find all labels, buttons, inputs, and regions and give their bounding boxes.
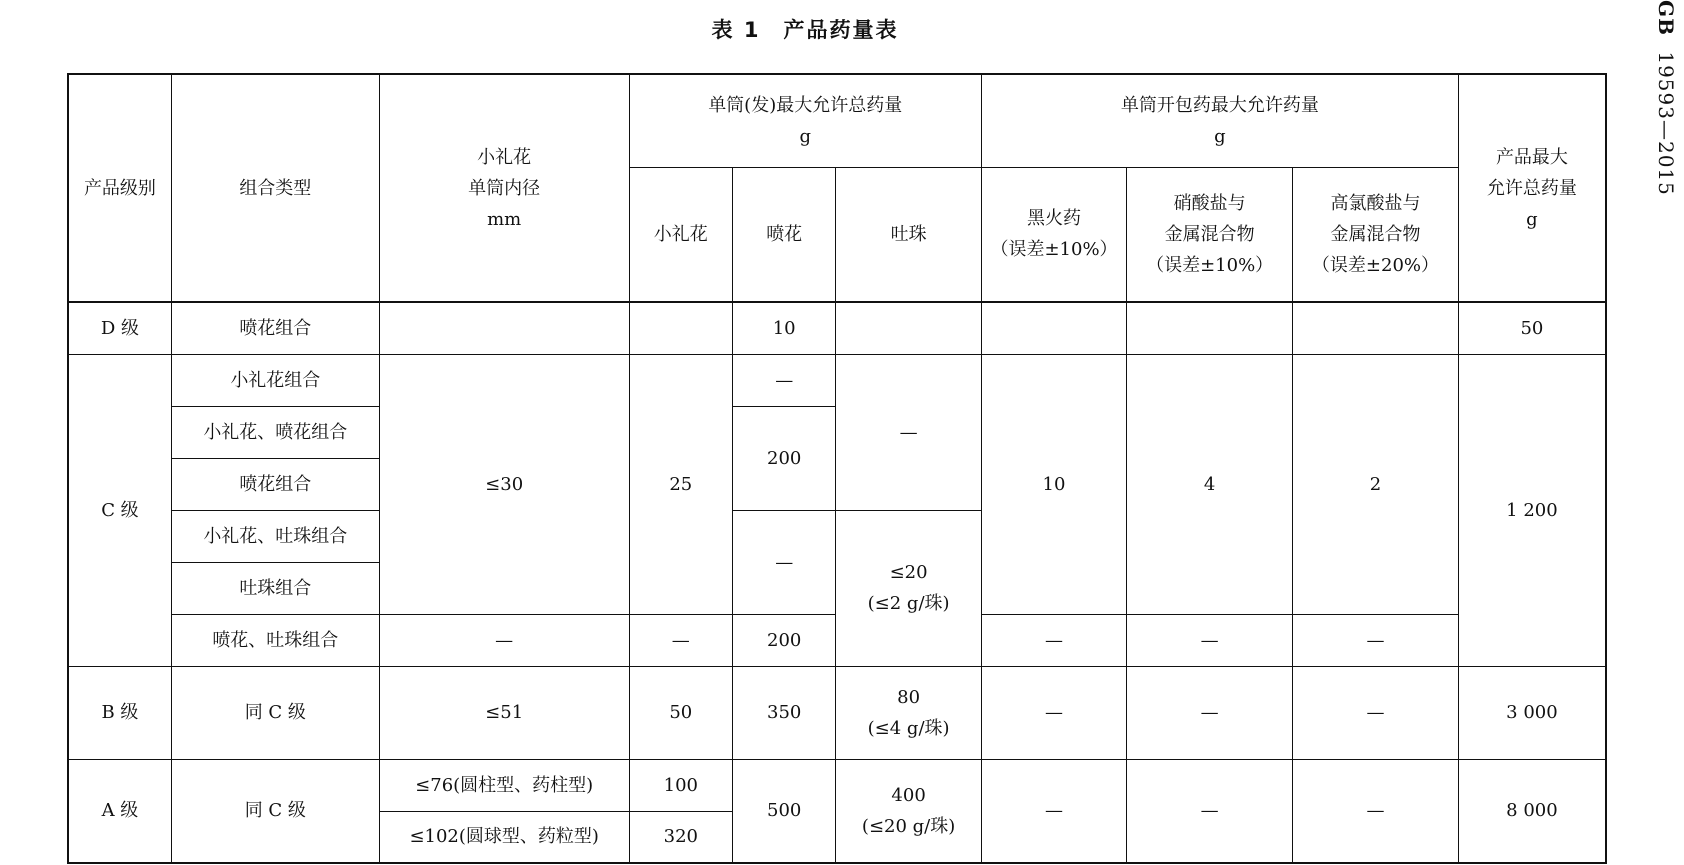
table-title: 表 1 产品药量表 (711, 18, 899, 42)
diameter-cell: ≤30 (379, 354, 629, 614)
xiaolihua-cell: 50 (629, 666, 732, 759)
black-powder-cell: 10 (981, 354, 1126, 614)
type-cell: 喷花组合 (171, 458, 379, 510)
table-row (68, 759, 1606, 811)
penhua-cell: 200 (733, 614, 836, 666)
table-row (68, 354, 1606, 406)
charge-table (67, 73, 1607, 864)
nitrate-cell: 4 (1127, 354, 1293, 614)
empty-cell (1293, 302, 1459, 354)
perchlorate-cell: — (1293, 759, 1459, 863)
standard-number (1648, 0, 1684, 200)
tuzhu-cell: ≤20 (≤2 g/珠) (836, 510, 981, 666)
tuzhu-cell: 80 (≤4 g/珠) (836, 666, 981, 759)
grade-cell: C 级 (68, 354, 171, 666)
penhua-cell: — (733, 354, 836, 406)
type-cell: 喷花组合 (171, 302, 379, 354)
grade-cell: B 级 (68, 666, 171, 759)
nitrate-cell: — (1127, 614, 1293, 666)
penhua-cell: 350 (733, 666, 836, 759)
total-cell: 3 000 (1458, 666, 1606, 759)
type-cell: 小礼花、吐珠组合 (171, 510, 379, 562)
black-powder-cell: — (981, 614, 1126, 666)
penhua-cell: 10 (733, 302, 836, 354)
diameter-cell: ≤76(圆柱型、药柱型) (379, 759, 629, 811)
standard-code: GB (1654, 0, 1678, 36)
total-cell: 50 (1458, 302, 1606, 354)
diameter-cell: ≤51 (379, 666, 629, 759)
header-combo-type: 组合类型 (171, 74, 379, 302)
header-sub-tuzhu: 吐珠 (836, 167, 981, 302)
type-cell: 同 C 级 (171, 759, 379, 863)
penhua-cell: — (733, 510, 836, 614)
header-sub-xiaolihua: 小礼花 (629, 167, 732, 302)
header-burst-charge-max: 单筒开包药最大允许药量 g (981, 74, 1458, 167)
diameter-cell: — (379, 614, 629, 666)
penhua-cell: 500 (733, 759, 836, 863)
empty-cell (379, 302, 629, 354)
type-cell: 吐珠组合 (171, 562, 379, 614)
xiaolihua-cell: 25 (629, 354, 732, 614)
xiaolihua-cell: 320 (629, 811, 732, 863)
empty-cell (629, 302, 732, 354)
black-powder-cell: — (981, 666, 1126, 759)
empty-cell (836, 302, 981, 354)
penhua-cell: 200 (733, 406, 836, 510)
grade-cell: D 级 (68, 302, 171, 354)
empty-cell (981, 302, 1126, 354)
nitrate-cell: — (1127, 759, 1293, 863)
empty-cell (1127, 302, 1293, 354)
xiaolihua-cell: 100 (629, 759, 732, 811)
nitrate-cell: — (1127, 666, 1293, 759)
perchlorate-cell: — (1293, 614, 1459, 666)
type-cell: 小礼花组合 (171, 354, 379, 406)
table-row (68, 302, 1606, 354)
type-cell: 喷花、吐珠组合 (171, 614, 379, 666)
total-cell: 1 200 (1458, 354, 1606, 666)
header-product-max: 产品最大 允许总药量 g (1458, 74, 1606, 302)
standard-year: 19593—2015 (1654, 51, 1678, 196)
header-grade: 产品级别 (68, 74, 171, 302)
type-cell: 同 C 级 (171, 666, 379, 759)
perchlorate-cell: — (1293, 666, 1459, 759)
diameter-cell: ≤102(圆球型、药粒型) (379, 811, 629, 863)
black-powder-cell: — (981, 759, 1126, 863)
header-sub-penhua: 喷花 (733, 167, 836, 302)
tuzhu-cell: — (836, 354, 981, 510)
xiaolihua-cell: — (629, 614, 732, 666)
header-black-powder: 黑火药 （误差±10%） (981, 167, 1126, 302)
table-row (68, 666, 1606, 759)
header-inner-diameter: 小礼花 单筒内径 mm (379, 74, 629, 302)
header-per-tube-max: 单筒(发)最大允许总药量 g (629, 74, 981, 167)
perchlorate-cell: 2 (1293, 354, 1459, 614)
header-perchlorate: 高氯酸盐与 金属混合物 （误差±20%） (1293, 167, 1459, 302)
grade-cell: A 级 (68, 759, 171, 863)
total-cell: 8 000 (1458, 759, 1606, 863)
tuzhu-cell: 400 (≤20 g/珠) (836, 759, 981, 863)
type-cell: 小礼花、喷花组合 (171, 406, 379, 458)
header-nitrate: 硝酸盐与 金属混合物 （误差±10%） (1127, 167, 1293, 302)
